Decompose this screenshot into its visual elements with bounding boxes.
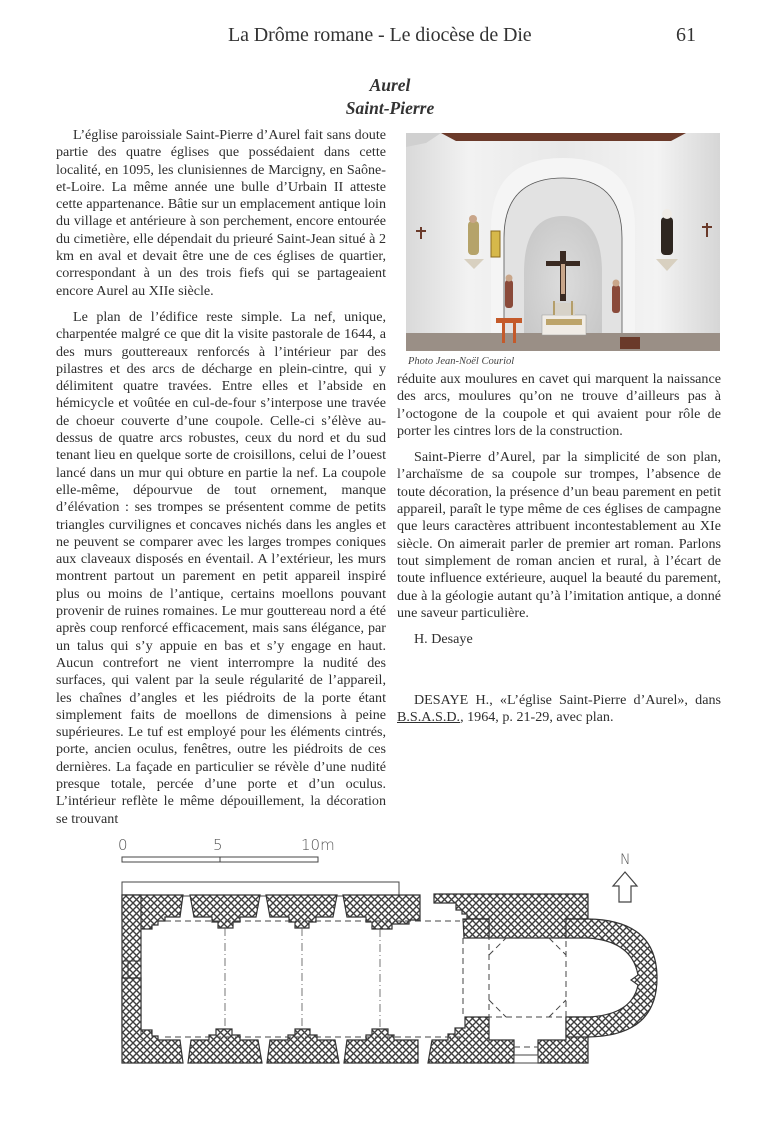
scale-label-5: 5	[213, 836, 223, 854]
article-place-title: Aurel	[369, 75, 411, 95]
right-column	[397, 371, 721, 648]
north-label: N	[620, 852, 631, 868]
author-signature: H. Desaye	[414, 631, 473, 648]
church-interior-photo	[406, 133, 720, 351]
biblio-title: «L’église Saint-Pierre d’Aurel», dans	[499, 692, 721, 708]
biblio-author: DESAYE H.,	[414, 692, 493, 708]
paragraph-conclusion: Saint-Pierre d’Aurel, par la simplicité de son plan, l’archaïsme de sa coupole sur trompes, l’absence de toute décoration, la présence d’un beau parement en petit appareil, paraît le type même de ces églises de campagne que leurs caractères attribuent incontestablement au XIe siècle. On aimerait parler de premier art roman. Parlons tout simplement de roman ancien et rural, à l’écart de toute influence extérieure, auquel la beauté du parement, due à la géologie autant qu’à l’imitation antique, a donné une saveur particulière.	[397, 449, 721, 621]
biblio-journal: B.S.A.S.D.	[397, 709, 461, 726]
scale-bar	[122, 857, 318, 862]
scale-label-0: 0	[118, 836, 128, 854]
church-floor-plan	[0, 820, 772, 1080]
page-number: 61	[676, 24, 696, 46]
left-column	[56, 127, 386, 828]
paragraph-plan: Le plan de l’édifice reste simple. La nef, unique, charpentée malgré ce que dit la visite pastorale de 1644, a des murs gouttereaux renforcés à l’intérieur par des pilastres et des arcs de décharge en plein-cintre, qui y délimitent quatre travées. Entre elles et l’abside en hémicycle et voûtée en cul-de-four s’interpose une travée de choeur couverte d’une coupole. Celle-ci s’élève au-dessus de quatre arcs robustes, ceux du nord et du sud tenant lieu en quelque sorte de croisillons, celui de l’ouest lancé dans un mur qui obture en partie la nef. La coupole elle-même, dépourvue de tout ornement, manque d’élévation : ses trompes se présentent comme de petits triangles curvilignes et concaves nichés dans les angles et ne peuvent se comparer avec les larges trompes coniques aux claveaux disposés en éventail. A l’extérieur, les murs montrent partout un parement en petit appareil inspiré plus ou moins de l’antique, certains moellons pouvant provenir de ruines romaines. Le mur gouttereau nord a été après coup renforcé efficacement, mais sans élégance, par un talus qui s’y appuie en bas et s’y engage en haut. Aucun contrefort ne vient interrompre la nudité des surfaces, qui valent par la seule régularité de l’appareil, les chaînes d’angles et les piédroits de la porte étant simplement faits de moellons de dimensions à peine supérieures. Le tuf est employé pour les éléments cintrés, porte, ancien oculus, fenêtres, outre les piédroits de ces dernières. La façade en particulier se révèle d’une nudité presque totale, percée d’une porte et d’un oculus. L’intérieur reflète le même dépouillement, la décoration se trouvant	[56, 308, 386, 827]
biblio-details: , 1964, p. 21-29, avec plan.	[460, 709, 614, 726]
paragraph-history: L’église paroissiale Saint-Pierre d’Aurel fait sans doute partie des quatre églises que possédaient dans cette localité, en 1095, les clunisiennes de Marcigny, en Saône-et-Loire. La même année une bulle d’Urbain II atteste cette appartenance. Bâtie sur un emplacement antique loin du village et antérieure à son perchement, encore entourée du cimetière, elle dépendait du prieuré Saint-Jean situé à 2 km en aval et devait être une de ces églises de quartier, correspondant à un des trois fiefs qui se partageaient encore Aurel au XIIe siècle.	[56, 127, 386, 299]
photo-caption: Photo Jean-Noël Couriol	[408, 356, 515, 367]
running-head: La Drôme romane - Le diocèse de Die	[228, 24, 532, 46]
bibliography-entry	[397, 692, 721, 727]
article-church-title: Saint-Pierre	[345, 98, 435, 118]
north-arrow-icon	[613, 872, 637, 902]
paragraph-decoration: réduite aux moulures en cavet qui marquent la naissance des arcs, moulures qu’on ne trouve d’ailleurs pas à l’octogone de la coupole et qui avaient pour rôle de porter les cintres lors de la construction.	[397, 371, 721, 439]
scale-label-10m: 10m	[301, 836, 335, 854]
